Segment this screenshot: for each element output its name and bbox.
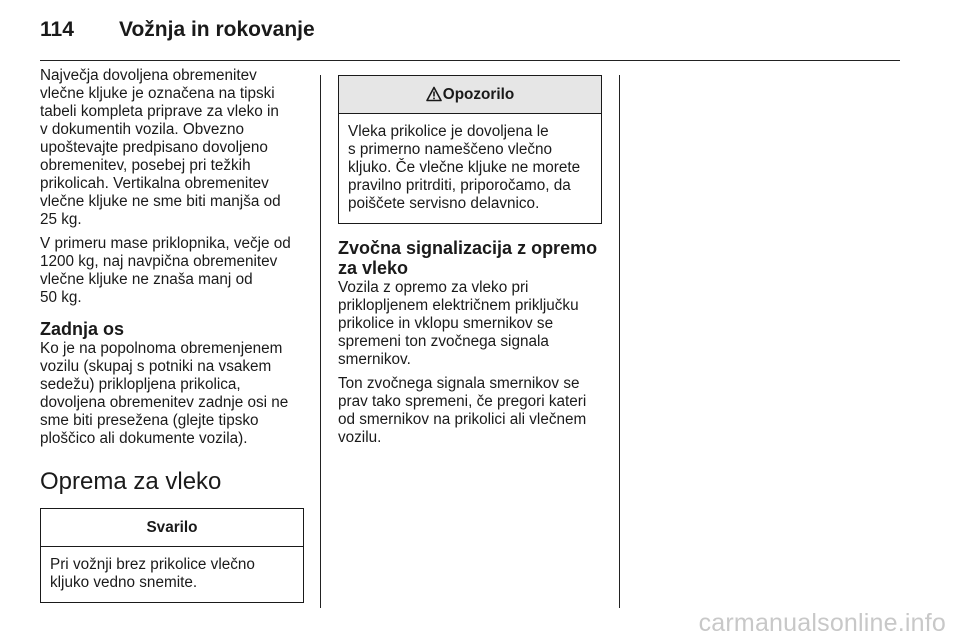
warning-box-header <box>339 76 601 114</box>
right-column <box>338 67 602 453</box>
page-title: Vožnja in rokovanje <box>119 18 315 41</box>
caution-box-text: Pri vožnji brez prikolice vlečno kljuko vedno snemite. <box>50 556 255 591</box>
column-divider-left <box>320 75 321 608</box>
warning-box <box>338 75 602 224</box>
caution-box-title: Svarilo <box>41 509 303 547</box>
page-header <box>40 18 315 42</box>
section-heading: Oprema za vleko <box>40 468 222 495</box>
warning-triangle-icon <box>426 79 442 116</box>
intro-paragraph-2: V primeru mase priklopnika, večje od 1200 kg, naj navpična obremenitev vlečne kljuke ne znaša manj od 50 kg. <box>40 235 291 306</box>
signal-paragraph-1: Vozila z opremo za vleko pri priklopljenem električnem priključku prikolice in vklopu smernikov se spremeni ton zvočnega signala smernikov. <box>338 279 579 368</box>
caution-box <box>40 508 304 603</box>
signal-heading: Zvočna signalizacija z opremo za vleko <box>338 238 598 278</box>
rear-axle-text: Ko je na popolnoma obremenjenem vozilu (skupaj s potniki na vsakem sedežu) priklopljena prikolica, dovoljena obremenitev zadnje osi ne sme biti presežena (glejte tipsko ploščico ali dokumente vozila). <box>40 340 289 447</box>
intro-paragraph-1: Največja dovoljena obremenitev vlečne kljuke je označena na tipski tabeli kompleta priprave za vleko in v dokumentih vozila. Obvezno upoštevajte predpisano dovoljeno obremenitev, posebej pri težkih prikolicah. Vertikalna obremenitev vlečne kljuke ne sme biti manjša od 25 kg. <box>40 67 281 228</box>
page-number: 114 <box>40 18 74 41</box>
watermark: carmanualsonline.info <box>698 609 946 637</box>
column-divider-right <box>619 75 620 608</box>
signal-paragraph-2: Ton zvočnega signala smernikov se prav tako spremeni, če pregori kateri od smernikov na prikolici ali vlečnem vozilu. <box>338 375 587 446</box>
left-column <box>40 67 304 603</box>
header-divider <box>40 60 900 61</box>
rear-axle-heading: Zadnja os <box>40 319 125 339</box>
warning-box-text: Vleka prikolice je dovoljena le s primerno nameščeno vlečno kljuko. Če vlečne kljuke ne morete pravilno pritrditi, priporočamo, da poiščete servisno delavnico. <box>348 123 581 212</box>
warning-box-title: Opozorilo <box>442 86 515 103</box>
